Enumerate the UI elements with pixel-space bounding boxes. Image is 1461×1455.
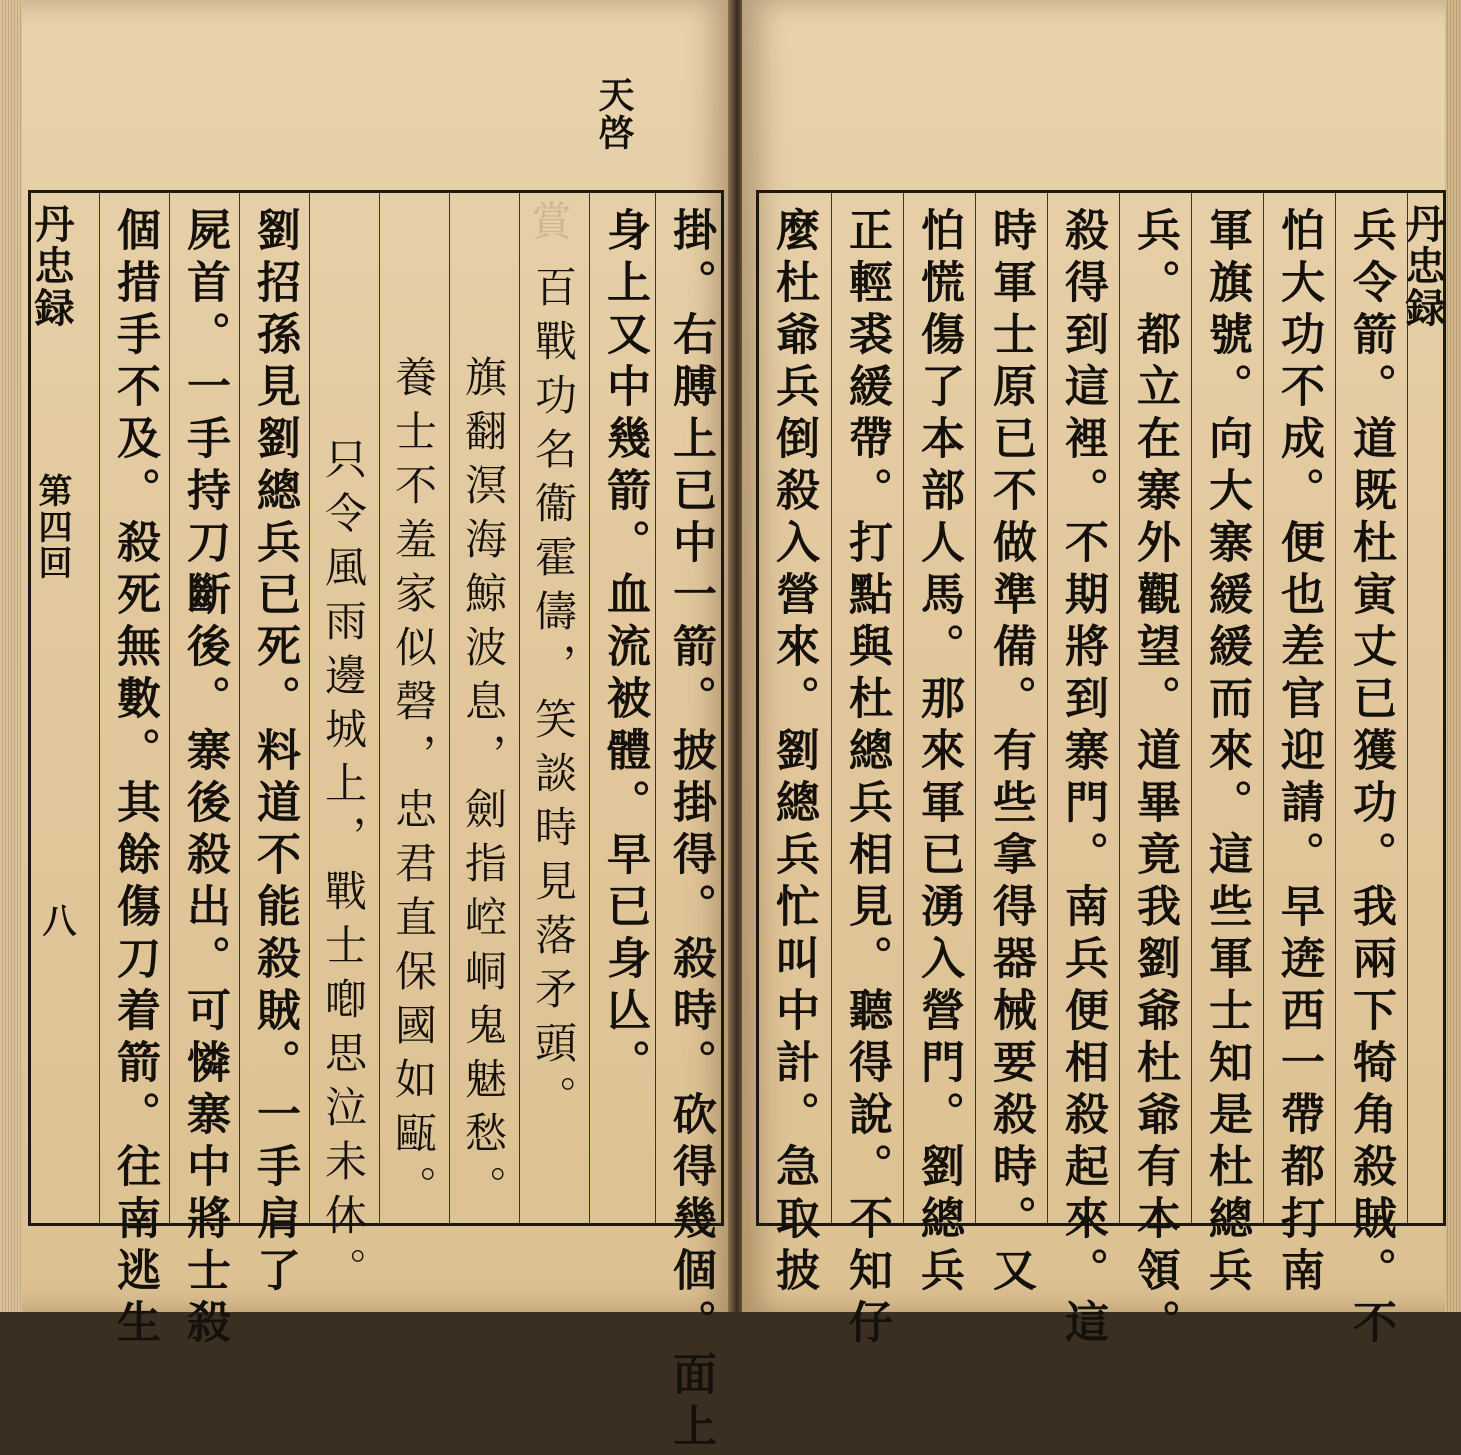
right-margin-column: [1399, 193, 1446, 1223]
right-text-frame: [756, 190, 1446, 1351]
poem-column: [519, 193, 590, 1223]
poem-column: [309, 193, 380, 1301]
text-column: [831, 193, 904, 1351]
right-page: [742, 0, 1461, 1351]
text-column: [169, 193, 240, 1351]
text-column: [655, 193, 722, 1455]
column-text: 身上又中幾箭。血流被體。早已身亾。: [599, 207, 650, 1091]
column-text: 個措手不及。殺死無數。其餘傷刀着箭。往南逃生: [109, 207, 160, 1351]
left-text-frame: [28, 190, 724, 1455]
text-column: [975, 193, 1048, 1299]
column-text: 殺得到這裡。不期將到寨門。南兵便相殺起來。這: [1057, 207, 1108, 1351]
book-title-margin: 丹忠録: [28, 203, 75, 329]
poem-line: 只令風雨邊城上，戰士喞思泣未休。: [319, 437, 368, 1301]
text-column: [239, 193, 310, 1299]
column-text: 掛。右膊上已中一箭。披掛得。殺時。砍得幾個。面上: [665, 207, 716, 1455]
column-text: 怕大功不成。便也差官迎請。早逩西一帶都打南: [1273, 207, 1324, 1299]
folio-number: 八: [36, 903, 76, 939]
text-column: [1335, 193, 1408, 1351]
column-text: 正輕裘緩帶。打點與杜總兵相見。聽得說。不知仔: [841, 207, 892, 1351]
column-text: 怕慌傷了本部人馬。那來軍已湧入營門。劉總兵: [913, 207, 964, 1299]
poem-line: 旗翻溟海鯨波息，劍指崆峒鬼魅愁。: [459, 355, 508, 1219]
poem-line: 百戰功名衞霍儔，笑談時見落矛頭。: [529, 265, 578, 1129]
bleed-through: 賞: [525, 200, 571, 250]
column-text: 兵。都立在寨外觀望。道畢竟我劉爺杜爺有本領。: [1129, 207, 1180, 1351]
text-column: [1047, 193, 1120, 1351]
text-column: [1263, 193, 1336, 1299]
left-margin-column: [28, 193, 99, 1223]
book-title-margin: 丹忠録: [1399, 203, 1446, 329]
text-column: [589, 193, 656, 1223]
column-text: 屍首。一手持刀斷後。寨後殺出。可憐寨中將士殺: [179, 207, 230, 1351]
column-text: 麼杜爺兵倒殺入營來。劉總兵忙叫中計。急取披: [768, 207, 819, 1299]
text-column: [1191, 193, 1264, 1299]
poem-line: 養士不羞家似磬，忠君直保國如甌。: [389, 355, 438, 1219]
text-column: [1119, 193, 1192, 1351]
poem-column: [379, 193, 450, 1223]
chapter-margin: 第四回: [32, 473, 72, 581]
poem-column: [449, 193, 520, 1223]
column-text: 兵令箭。道既杜寅丈已獲功。我兩下犄角殺賊。不: [1345, 207, 1396, 1351]
header-mark: 天啓: [593, 76, 635, 152]
text-column: [759, 193, 831, 1299]
text-column: [99, 193, 170, 1351]
column-text: 劉招孫見劉總兵已死。料道不能殺賊。一手肩了: [249, 207, 300, 1299]
page-edge: [1445, 0, 1461, 1312]
page-edge: [0, 0, 22, 1312]
text-column: [903, 193, 976, 1299]
column-text: 軍旗號。向大寨緩緩而來。這些軍士知是杜總兵: [1201, 207, 1252, 1299]
column-text: 時軍士原已不做準備。有些拿得器械要殺時。又: [985, 207, 1036, 1299]
